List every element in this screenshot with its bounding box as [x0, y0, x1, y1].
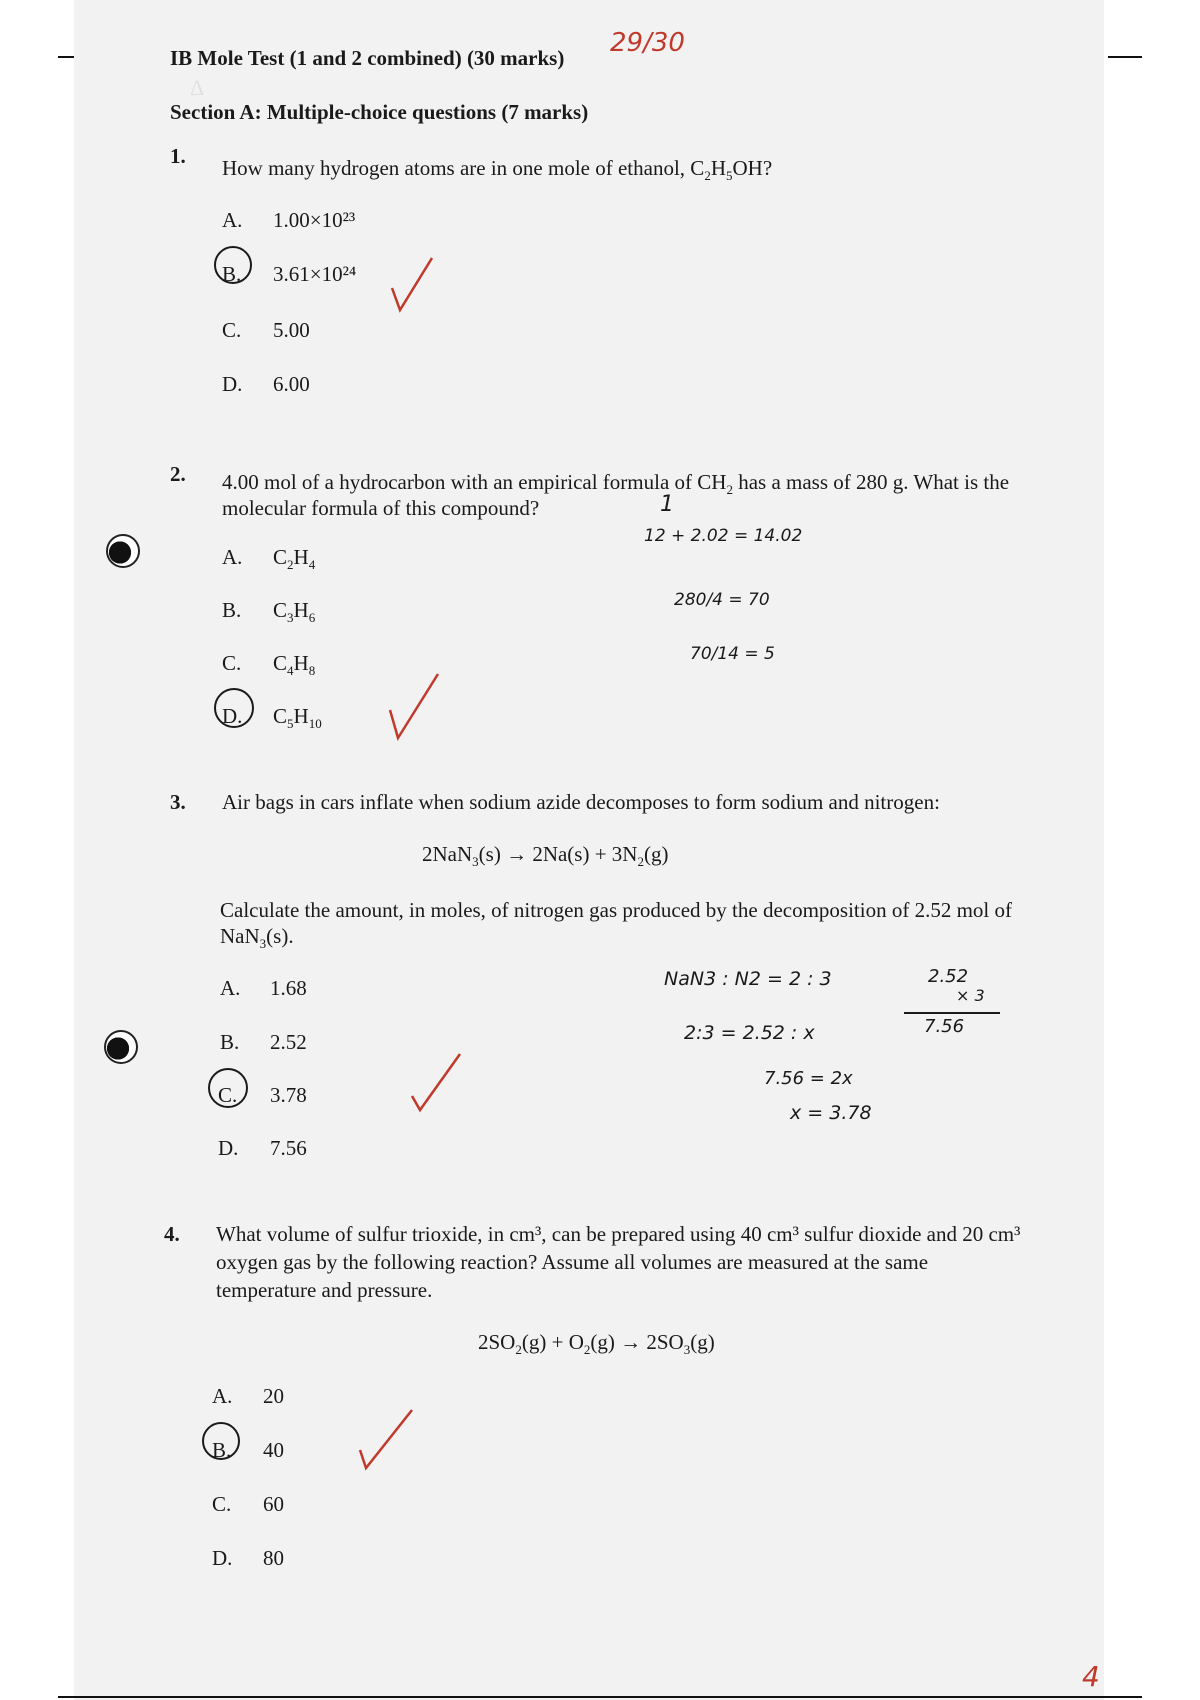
q4-text-line3: temperature and pressure.: [216, 1278, 433, 1302]
q1-tick-mark: [388, 254, 436, 314]
q2-text-line2: molecular formula of this compound?: [222, 496, 540, 520]
q2-option-a-letter[interactable]: A.: [222, 545, 243, 569]
q3-option-d-letter[interactable]: D.: [218, 1136, 239, 1160]
q1-option-c-value: 5.00: [273, 318, 310, 342]
top-right-edge-line: [1108, 56, 1142, 58]
q1-text: How many hydrogen atoms are in one mole of ethanol, $C_2H_5OH$?: [222, 156, 773, 184]
q1-option-c-letter[interactable]: C.: [222, 318, 242, 342]
q2-tick-mark: [386, 670, 442, 742]
q4-option-c-value: 60: [263, 1492, 284, 1516]
q2-working-2: 12 + 2.02 = 14.02: [644, 526, 803, 546]
q3-option-a-value: 1.68: [270, 976, 307, 1000]
q3-equation: $2NaN_3(s) \to 2Na(s) + 3N_2(g)$: [422, 842, 669, 870]
q3-option-b-letter[interactable]: B.: [220, 1030, 240, 1054]
q3-working-answer: x = 3.78: [790, 1102, 872, 1124]
q2-option-c-value: $C_4H_8$: [273, 651, 316, 679]
section-heading: Section A: Multiple-choice questions (7 marks): [170, 100, 589, 124]
q3-side-calc-mult: × 3: [956, 986, 985, 1005]
q4-option-a-value: 20: [263, 1384, 284, 1408]
q1-option-b-letter[interactable]: B.: [222, 262, 242, 286]
q3-side-calc-result: 7.56: [924, 1016, 965, 1037]
q4-option-c-letter[interactable]: C.: [212, 1492, 232, 1516]
q3-option-b-value: 2.52: [270, 1030, 307, 1054]
q3-working-equation: 7.56 = 2x: [764, 1068, 853, 1089]
q4-option-b-letter[interactable]: B.: [212, 1438, 232, 1462]
q2-option-b-letter[interactable]: B.: [222, 598, 242, 622]
q3-option-d-value: 7.56: [270, 1136, 307, 1160]
q4-equation: $2SO_2(g) + O_2(g) \to 2SO_3(g)$: [478, 1330, 715, 1358]
q3-working-ratio: NaN3 : N2 = 2 : 3: [664, 968, 832, 990]
q2-option-c-letter[interactable]: C.: [222, 651, 242, 675]
score-annotation: 29/30: [610, 28, 685, 58]
q3-text2-line1: Calculate the amount, in moles, of nitrogen gas produced by the decomposition of 2.52 mol of: [220, 898, 1013, 922]
page-title: IB Mole Test (1 and 2 combined) (30 marks): [170, 46, 565, 70]
q4-text-line2: oxygen gas by the following reaction? Assume all volumes are measured at the same: [216, 1250, 929, 1274]
q3-tick-mark: [408, 1050, 464, 1114]
q2-option-d-letter[interactable]: D.: [222, 704, 243, 728]
show-through-text: Δ: [190, 75, 205, 100]
q1-option-b-value: 3.61×10²⁴: [273, 262, 357, 286]
q1-option-d-letter[interactable]: D.: [222, 372, 243, 396]
q3-option-c-value: 3.78: [270, 1083, 307, 1107]
page-number: 4: [1082, 1660, 1100, 1693]
q1-option-a-letter[interactable]: A.: [222, 208, 243, 232]
q2-working-4: 70/14 = 5: [690, 644, 775, 664]
punch-hole-bottom: [104, 1030, 138, 1064]
q4-option-d-letter[interactable]: D.: [212, 1546, 233, 1570]
q1-option-a-value: 1.00×10²³: [273, 208, 356, 232]
punch-hole-top: [106, 534, 140, 568]
q3-number: 3.: [170, 790, 186, 814]
q2-option-d-value: $C_5H_{10}$: [273, 704, 322, 732]
q3-working-proportion: 2:3 = 2.52 : x: [684, 1022, 815, 1044]
q4-text-line1: What volume of sulfur trioxide, in cm³, can be prepared using 40 cm³ sulfur dioxide and 20 cm³: [216, 1222, 1021, 1246]
q3-text2-line2: NaN$_3$(s).: [220, 924, 294, 952]
q3-option-a-letter[interactable]: A.: [220, 976, 241, 1000]
q4-option-b-value: 40: [263, 1438, 284, 1462]
q2-text-line1: 4.00 mol of a hydrocarbon with an empirical formula of $CH_2$ has a mass of 280 g. What is the: [222, 470, 1010, 498]
q4-option-d-value: 80: [263, 1546, 284, 1570]
q4-option-a-letter[interactable]: A.: [212, 1384, 233, 1408]
q3-side-calc-line: [904, 1012, 1000, 1014]
q1-number: 1.: [170, 144, 186, 168]
bottom-edge-line: [58, 1696, 1142, 1698]
q2-option-a-value: $C_2H_4$: [273, 545, 316, 573]
q2-working-1: 1: [660, 492, 674, 517]
q2-working-3: 280/4 = 70: [674, 590, 770, 610]
q2-option-b-value: $C_3H_6$: [273, 598, 316, 626]
q4-number: 4.: [164, 1222, 180, 1246]
q3-text: Air bags in cars inflate when sodium azide decomposes to form sodium and nitrogen:: [222, 790, 940, 814]
q2-number: 2.: [170, 462, 186, 486]
top-left-edge-line: [58, 56, 74, 58]
q3-option-c-letter[interactable]: C.: [218, 1083, 238, 1107]
q4-tick-mark: [356, 1406, 416, 1472]
q1-option-d-value: 6.00: [273, 372, 310, 396]
q3-side-calc-top: 2.52: [928, 966, 969, 987]
left-margin: [0, 0, 74, 1700]
